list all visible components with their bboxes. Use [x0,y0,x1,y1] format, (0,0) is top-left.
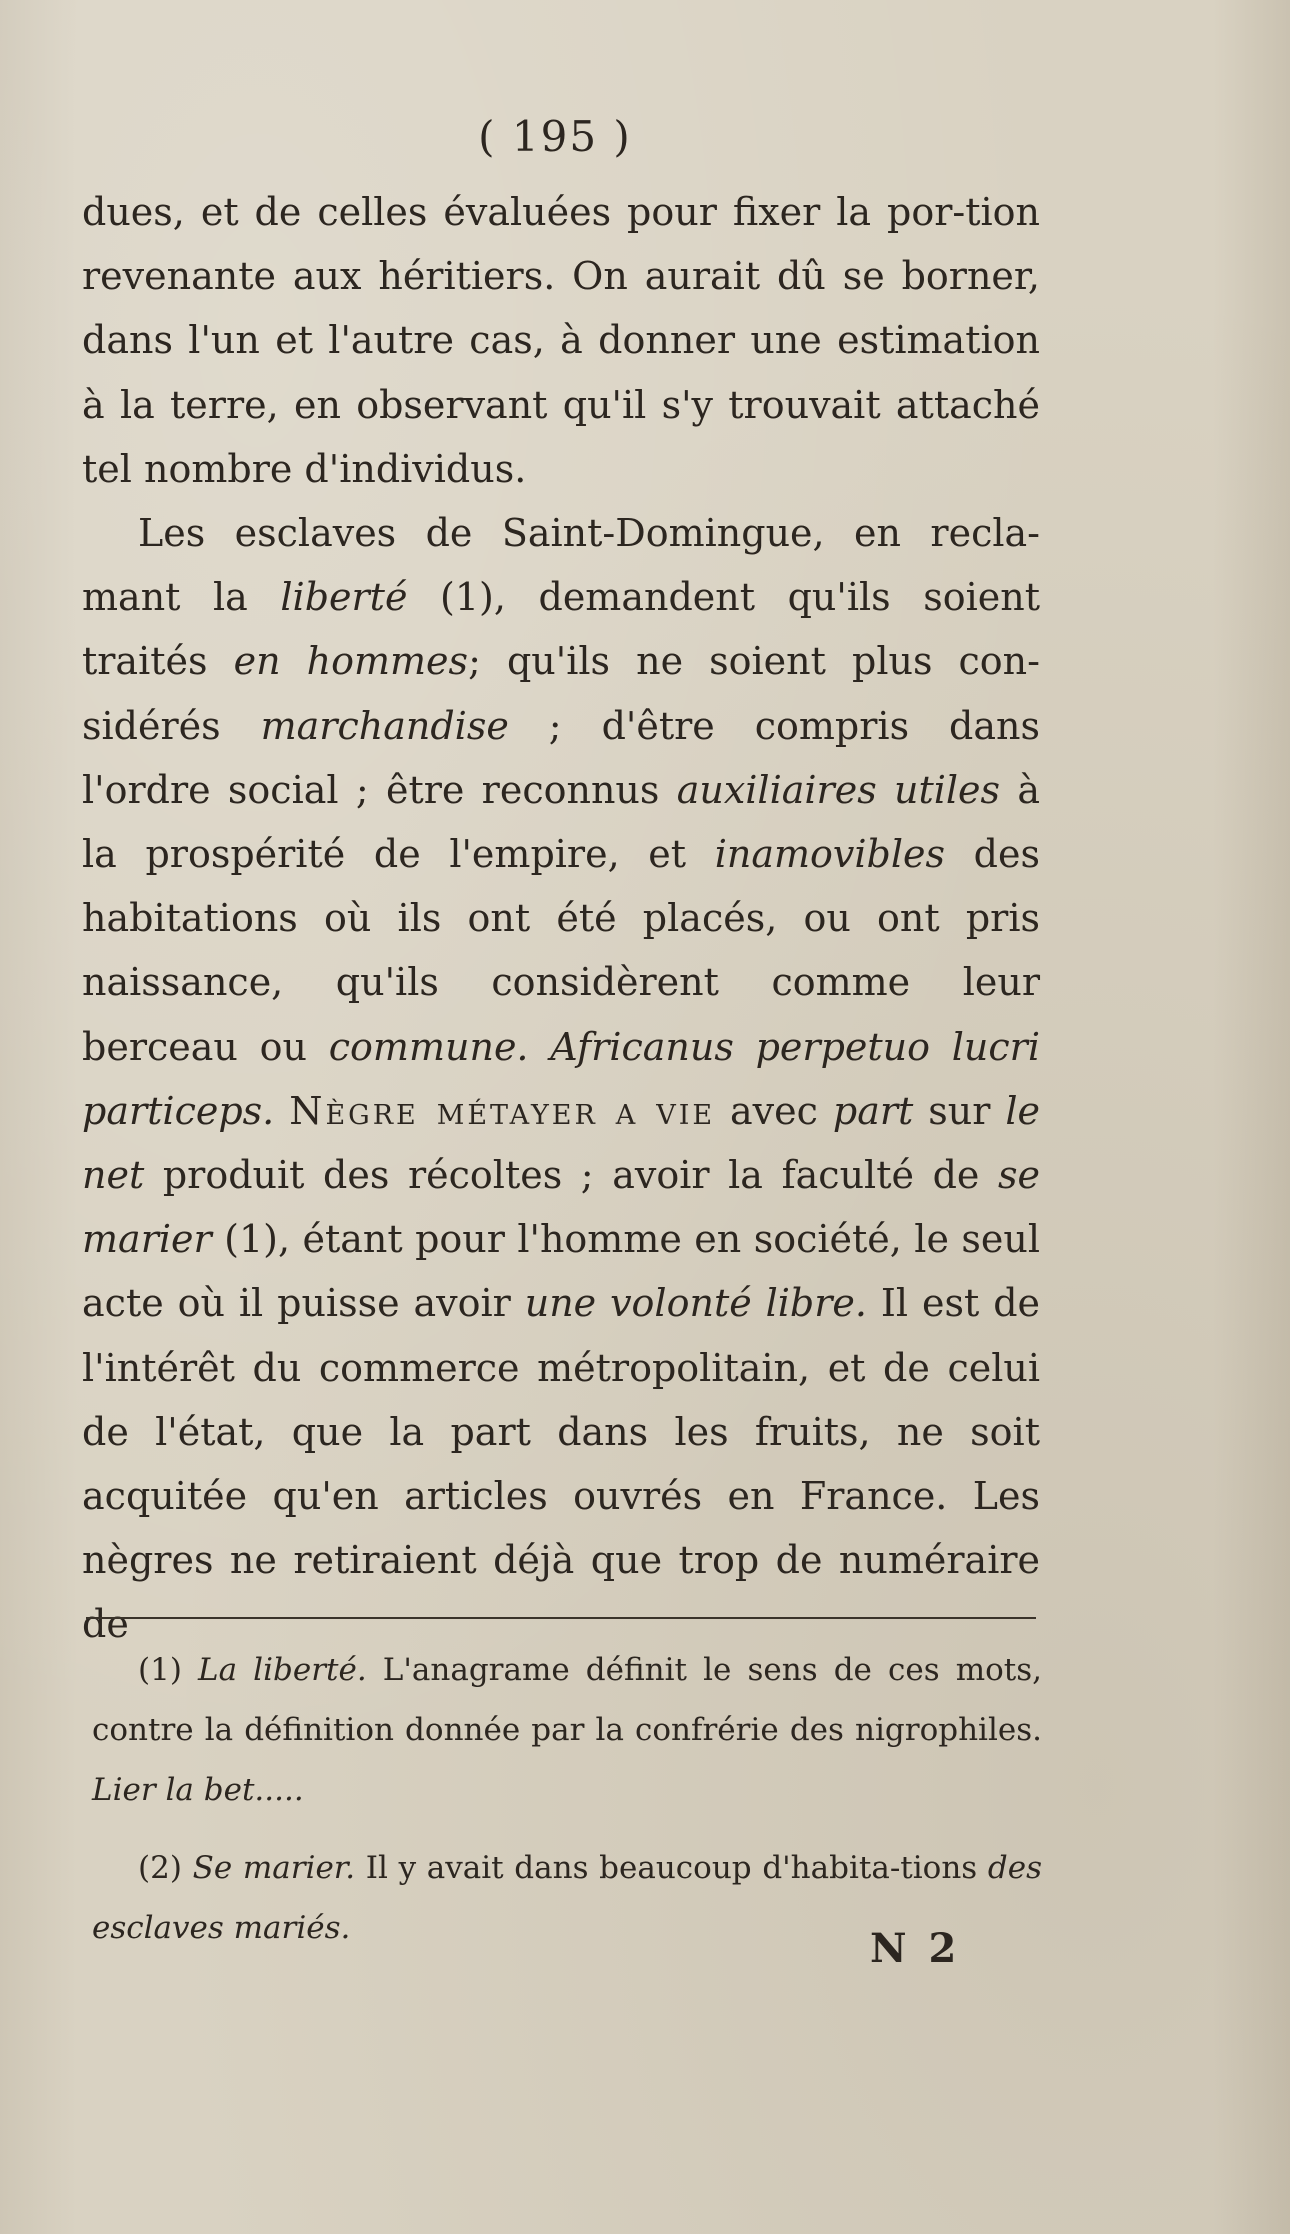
italic-term: marchandise [260,703,509,748]
footnote-marker: (2) [138,1850,193,1886]
text-run [274,1089,289,1133]
italic-term: commune. [328,1024,529,1069]
text-run: (1), étant pour l'homme en société, le seul acte où il puisse avoir [82,1217,1040,1326]
paragraph-continuation: dues, et de celles évaluées pour fixer la por-tion revenante aux héritiers. On aurait dû se borner, dans l'un et l'autre cas, à donner une estimation à la terre, en observant qu'il s'y trouvait attaché tel nombre d'individus. [82,190,1040,491]
footnotes [92,1640,1042,1958]
footnote-term: La liberté. [198,1652,367,1688]
latin-phrase: Africanus perpetuo lucri particeps. [82,1024,1040,1133]
signature-mark: N 2 [870,1925,961,1972]
italic-term: se marier [82,1153,1040,1262]
footnote-anagram: Lier la bet..... [92,1772,304,1808]
italic-term: inamovibles [714,832,946,877]
footnote-marker: (1) [138,1652,199,1688]
text-run: sur [913,1088,1006,1133]
text-run: (1), demandent qu'ils soient traités [82,575,1040,684]
italic-term: liberté [280,575,408,620]
text-run: des habitations où ils ont été placés, ou ont pris naissance, qu'ils considèrent comme leur berceau ou [82,832,1040,1069]
footnote-1 [92,1640,1042,1820]
text-run: Il est de l'intérêt du commerce métropolitain, et de celui de l'état, que la part dans les fruits, ne soit acquitée qu'en articles ouvrés en France. Les nègres ne retiraient déjà que trop de numéraire de [82,1281,1041,1647]
paragraph-slaves-demands [82,501,1040,1657]
italic-term: le net [82,1088,1040,1198]
text-run: ; qu'ils ne soient plus con-sidérés [82,639,1041,748]
footnote-text: L'anagrame définit le sens de ces mots, contre la définition donnée par la confrérie des nigrophiles. [92,1652,1042,1748]
footnote-text: Il y avait dans beaucoup d'habita-tions [355,1850,988,1886]
page-number: ( 195 ) [478,112,632,161]
text-run: ; d'être compris dans l'ordre social ; être reconnus [82,703,1040,812]
text-run: produit des récoltes ; avoir la faculté de [144,1153,998,1198]
italic-term: en hommes [233,639,469,684]
main-text [82,180,1040,1657]
footnote-italic: des esclaves mariés. [92,1850,1042,1946]
text-run: à la prospérité de l'empire, et [82,767,1041,877]
footnote-term: Se marier. [192,1850,356,1886]
text-run: avec [715,1088,833,1133]
small-caps-phrase: Nègre métayer a vie [289,1088,716,1133]
text-run [529,1025,551,1069]
italic-term: part [832,1088,914,1133]
italic-term: une volonté libre. [524,1281,867,1326]
italic-term: auxiliaires utiles [676,767,1001,812]
text-run: Les esclaves de Saint-Domingue, en recla-mant la [82,511,1040,620]
footnote-divider [86,1617,1036,1619]
